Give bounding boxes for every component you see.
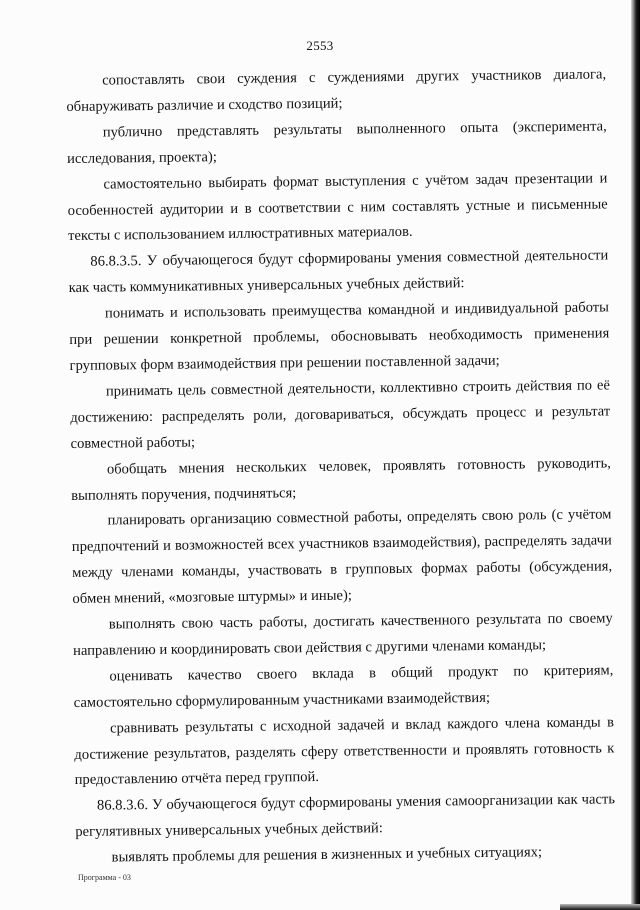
section-paragraph: 86.8.3.6. У обучающегося будут сформированы умения самоорганизации как часть регулятивных универсальных учебных действий: [75, 791, 616, 841]
paragraph: обобщать мнения нескольких человек, проявлять готовность руководить, выполнять поручения, подчиняться; [71, 454, 611, 504]
scan-border [631, 0, 640, 910]
paragraph: понимать и использовать преимущества командной и индивидуальной работы при решении конкретной проблемы, обосновывать необходимость применения групповых форм взаимодействия при решении поставленной задачи; [69, 299, 610, 374]
paragraph: выполнять свою часть работы, достигать качественного результата по своему направлению и координировать свои действия с другими членами команды; [73, 610, 613, 659]
paragraph: сопоставлять свои суждения с суждениями других участников диалога, обнаруживать различие и сходство позиций; [66, 66, 607, 115]
page-number: 2553 [306, 38, 334, 53]
scan-border-bottom [560, 904, 640, 910]
section-paragraph: 86.8.3.5. У обучающегося будут сформированы умения совместной деятельности как часть коммуникативных универсальных учебных действий: [68, 247, 609, 297]
paragraph: самостоятельно выбирать формат выступления с учётом задач презентации и особенностей аудитории и в соответствии с ним составлять устные и письменные тексты с использованием иллюстративных материалов. [67, 170, 608, 245]
footer-label: Программа - 03 [78, 873, 131, 882]
paragraph: оценивать качество своего вклада в общий продукт по критериям, самостоятельно сформулированным участниками взаимодействия; [73, 662, 614, 711]
paragraph: сравнивать результаты с исходной задачей и вклад каждого члена команды в достижение результатов, разделять сферу ответственности и проявлять готовность к предоставлению отчёта перед группой. [74, 714, 615, 789]
body-text [66, 62, 616, 872]
paragraph: выявлять проблемы для решения в жизненных и учебных ситуациях; [111, 844, 543, 866]
paragraph: планировать организацию совместной работы, определять свою роль (с учётом предпочтений и возможностей всех участников взаимодействия), распределять задачи между членами команды, участвовать в групповых формах работы (обсуждения, обмен мнений, «мозговые штурмы» и иные); [71, 506, 613, 608]
paragraph: публично представлять результаты выполненного опыта (эксперимента, исследования, проекта); [66, 118, 607, 167]
paragraph: принимать цель совместной деятельности, коллективно строить действия по её достижению: распределять роли, договариваться, обсуждать процесс и результат совместной работы; [70, 377, 611, 452]
